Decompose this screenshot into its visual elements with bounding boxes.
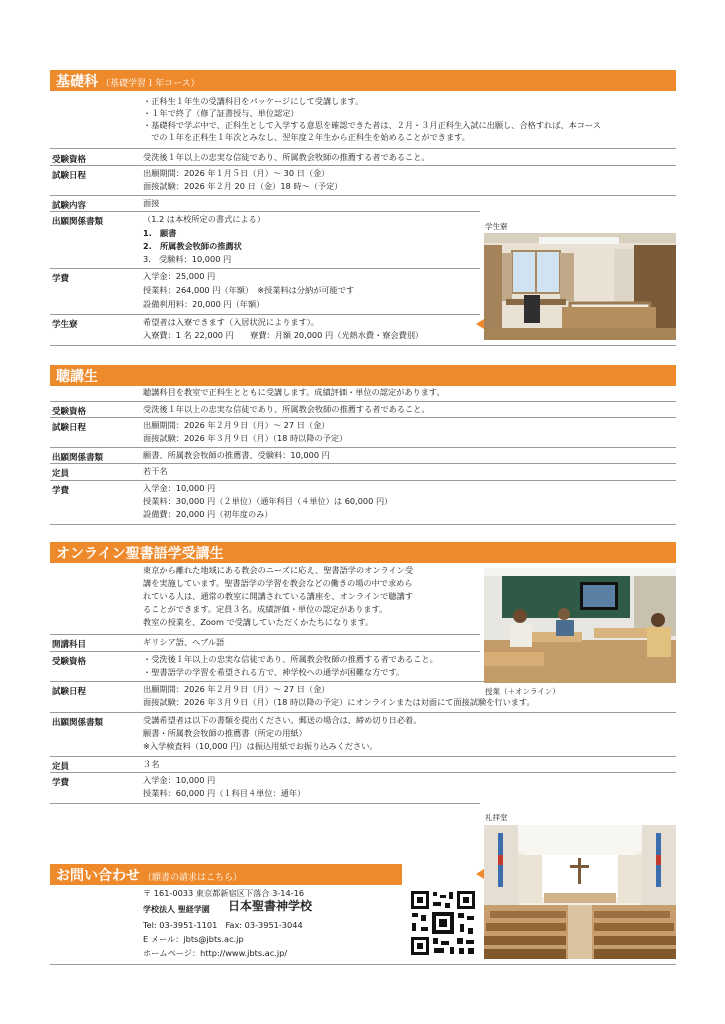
row-divider (50, 712, 676, 713)
intro-line: ・１年で終了（修了証書授与、単位認定） (143, 108, 299, 118)
row-value: 願書、所属教会牧師の推薦書、受験料：10,000 円 (143, 450, 330, 460)
intro-line: での１年を正科生１年次とみなし、翌年度２年生から正科生を始めることができます。 (143, 132, 470, 142)
section-header-contact (50, 864, 402, 885)
intro-line: 教室の授業を、Zoom で受講していただくかたちになります。 (143, 617, 374, 627)
row-value: 面接 (143, 198, 160, 208)
row-value: 出願期間：2026 年２月９日（月）～ 27 日（金） (143, 420, 330, 430)
row-value: 受講希望者は以下の書類を提出ください。郵送の場合は、締め切り日必着。 (143, 715, 422, 725)
row-label: 試験日程 (52, 687, 87, 697)
org-prefix: 学校法人 聖経学園 (143, 905, 210, 914)
row-label: 受験資格 (52, 155, 87, 165)
row-divider (50, 314, 480, 315)
row-divider (50, 165, 676, 166)
row-value: ３名 (143, 759, 160, 769)
intro-line: 東京から離れた地域にある教会のニーズに応え、聖書語学のオンライン受 (143, 565, 414, 575)
row-divider (50, 524, 676, 525)
row-value: 受洗後１年以上の忠実な信徒であり、所属教会牧師の推薦する者であること。 (143, 404, 430, 414)
row-divider (50, 651, 480, 652)
section-header-online (50, 542, 676, 563)
row-value: 希望者は入寮できます（入居状況によります）。 (143, 317, 320, 327)
row-value: ギリシア語、ヘブル語 (143, 637, 225, 647)
row-value: 受洗後１年以上の忠実な信徒であり、所属教会牧師の推薦する者であること。 (143, 152, 430, 162)
row-divider (50, 803, 480, 804)
row-label: 試験内容 (52, 201, 87, 211)
qr-code-icon[interactable] (410, 890, 476, 956)
row-divider (50, 772, 676, 773)
classroom-photo (484, 568, 676, 683)
intro-line: ・正科生１年生の受講科目をパッケージにして受講します。 (143, 96, 364, 106)
row-value: 授業料：264,000 円（年額） ※授業料は分納が可能です (143, 285, 355, 295)
row-label: 受験資格 (52, 657, 87, 667)
row-value: 面接試験：2026 年３月９日（月）（18 時以降の予定） (143, 433, 348, 443)
row-value: 面接試験：2026 年２月 20 日（金）18 時～（予定） (143, 181, 343, 191)
section-title: オンライン聖書語学受講生 (56, 546, 224, 562)
contact-email[interactable]: E メール：jbts@jbts.ac.jp (143, 934, 244, 944)
intro-line: 講を実施しています。聖書語学の学習を教会などの働きの場の中で求めら (143, 578, 413, 588)
row-value: ※入学検査料（10,000 円）は振込用紙でお振り込みください。 (143, 741, 378, 751)
intro-line: 聴講科目を教室で正科生とともに受講します。成績評価・単位の認定があります。 (143, 387, 445, 397)
row-value: 願書・所属教会牧師の推薦書（所定の用紙） (143, 728, 307, 738)
row-value: 設備利用料：20,000 円（年額） (143, 299, 265, 309)
section-subtitle: （願書の請求はこちら） (143, 873, 243, 883)
intro-line: ・基礎科で学ぶ中で、正科生として入学する意思を確認できた者は、２月・３月正科生入試に出願し、合格すれば、本コース (143, 120, 601, 130)
photo-caption: 学生寮 (485, 222, 508, 231)
contact-homepage[interactable]: ホームページ：http://www.jbts.ac.jp/ (143, 948, 288, 958)
photo-caption: 授業（＋オンライン） (485, 687, 560, 696)
row-value: 1. 願書 (143, 228, 177, 238)
section-title: 基礎科 (56, 74, 98, 90)
row-divider (50, 417, 676, 418)
row-value: 設備費：20,000 円（初年度のみ） (143, 509, 273, 519)
row-label: 定員 (52, 469, 70, 479)
row-value: （1.2 は本校所定の書式による） (143, 214, 266, 224)
row-label: 受験資格 (52, 407, 87, 417)
section-title: お問い合わせ (56, 868, 140, 884)
row-label: 試験日程 (52, 423, 87, 433)
row-label: 出願関係書類 (52, 217, 104, 227)
row-divider (50, 401, 676, 402)
photo-pointer (476, 869, 484, 879)
row-value: 3. 受験料：10,000 円 (143, 254, 232, 264)
row-value: 入学金：25,000 円 (143, 271, 216, 281)
bottom-rule (50, 964, 676, 965)
row-value: 面接試験：2026 年３月９日（月）（18 時以降の予定）にオンラインまたは対面にて面接試験を行います。 (143, 697, 535, 707)
row-value: 入寮費：1 名 22,000 円 寮費：月額 20,000 円（光熱水費・寮会費別） (143, 330, 424, 340)
row-label: 出願関係書類 (52, 718, 104, 728)
photo-caption: 礼拝堂 (485, 813, 508, 822)
row-value: 授業料：60,000 円（１科目４単位：通年） (143, 788, 306, 798)
row-value: 若干名 (143, 466, 168, 476)
row-label: 開講科目 (52, 640, 87, 650)
row-value: ・聖書語学の学習を希望される方で、神学校への通学が困難な方です。 (143, 667, 405, 677)
chapel-photo (484, 825, 676, 959)
section-header-chokosei (50, 365, 676, 386)
intro-line: れている人は、通常の教室に開講されている講座を、オンラインで聴講す (143, 591, 413, 601)
row-divider (50, 148, 676, 149)
dormitory-photo (484, 233, 676, 340)
row-divider (50, 447, 676, 448)
row-label: 学費 (52, 486, 70, 496)
section-header-kisoka (50, 70, 676, 91)
photo-pointer (476, 319, 484, 329)
row-value: ・受洗後１年以上の忠実な信徒であり、所属教会牧師の推薦する者であること。 (143, 654, 438, 664)
row-divider (50, 268, 480, 269)
row-divider (50, 345, 676, 346)
row-label: 出願関係書類 (52, 453, 104, 463)
row-label: 学生寮 (52, 320, 78, 330)
row-value: 入学金：10,000 円 (143, 483, 216, 493)
row-label: 学費 (52, 778, 70, 788)
org-name: 日本聖書神学校 (228, 899, 313, 913)
row-divider (50, 211, 480, 212)
row-value: 入学金：10,000 円 (143, 775, 216, 785)
row-divider (50, 480, 676, 481)
row-divider (50, 634, 480, 635)
row-divider (50, 195, 676, 196)
row-value: 2. 所属教会牧師の推薦状 (143, 241, 242, 251)
row-label: 試験日程 (52, 171, 87, 181)
row-label: 学費 (52, 274, 70, 284)
row-value: 出願期間：2026 年２月９日（月）～ 27 日（金） (143, 684, 330, 694)
contact-tel-fax: Tel: 03-3951-1101 Fax: 03-3951-3044 (143, 920, 303, 930)
row-divider (50, 756, 676, 757)
row-divider (50, 463, 676, 464)
section-title: 聴講生 (56, 369, 98, 385)
intro-line: ることができます。定員３名。成績評価・単位の認定があります。 (143, 604, 388, 614)
row-value: 授業料：30,000 円（２単位）（通年科目（４単位）は 60,000 円） (143, 496, 393, 506)
section-subtitle: （基礎学習１年コース） (101, 79, 200, 89)
row-label: 定員 (52, 762, 70, 772)
row-value: 出願期間：2026 年１月５日（月）～ 30 日（金） (143, 168, 330, 178)
contact-address: 〒 161-0033 東京都新宿区下落合 3-14-16 (143, 888, 305, 898)
